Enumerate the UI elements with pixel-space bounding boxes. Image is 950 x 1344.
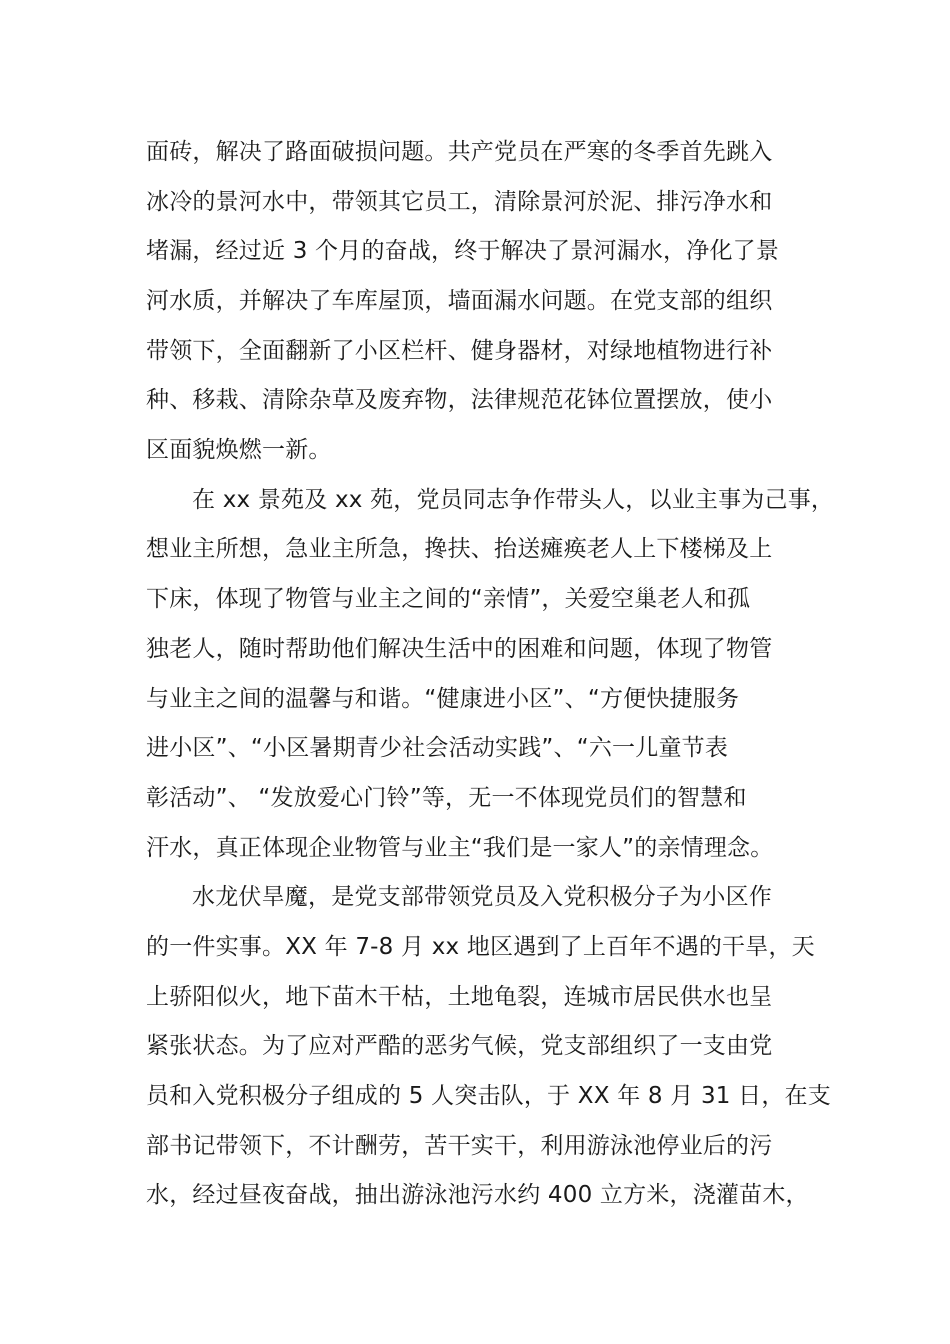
text-line-10: 下床，体现了物管与业主之间的“亲情”，关爱空巢老人和孤 <box>146 586 751 612</box>
text-line-18: 上骄阳似火，地下苗木干枯，土地龟裂，连城市居民供水也呈 <box>146 984 773 1010</box>
paragraph-2-line-1: 在 xx 景苑及 xx 苑，党员同志争作带头人，以业主事为己事， <box>192 487 835 513</box>
text-line-13: 进小区”、“小区暑期青少社会活动实践”、“六一儿童节表 <box>146 735 729 761</box>
text-line-21: 部书记带领下，不计酬劳，苦干实干，利用游泳池停业后的污 <box>146 1133 773 1159</box>
text-line-6: 种、移栽、清除杂草及废弃物，法律规范花钵位置摆放，使小 <box>146 387 773 413</box>
text-line-2: 冰冷的景河水中，带领其它员工，清除景河於泥、排污净水和 <box>146 189 773 215</box>
text-line-14: 彰活动”、 “发放爱心门铃”等，无一不体现党员们的智慧和 <box>146 785 747 811</box>
text-line-19: 紧张状态。为了应对严酷的恶劣气候，党支部组织了一支由党 <box>146 1033 773 1059</box>
text-line-9: 想业主所想，急业主所急，搀扶、抬送瘫痪老人上下楼梯及上 <box>146 536 773 562</box>
text-line-7: 区面貌焕燃一新。 <box>146 437 332 463</box>
text-line-1: 面砖，解决了路面破损问题。共产党员在严寒的冬季首先跳入 <box>146 139 773 165</box>
text-line-22: 水，经过昼夜奋战，抽出游泳池污水约 400 立方米，浇灌苗木， <box>146 1182 809 1208</box>
text-line-12: 与业主之间的温馨与和谐。“健康进小区”、“方便快捷服务 <box>146 686 740 712</box>
text-line-5: 带领下，全面翻新了小区栏杆、健身器材，对绿地植物进行补 <box>146 338 773 364</box>
text-line-17: 的一件实事。XX 年 7-8 月 xx 地区遇到了上百年不遇的干旱，天 <box>146 934 815 960</box>
paragraph-3-line-1: 水龙伏旱魔，是党支部带领党员及入党积极分子为小区作 <box>192 884 772 910</box>
text-line-3: 堵漏，经过近 3 个月的奋战，终于解决了景河漏水，净化了景 <box>146 238 780 264</box>
text-line-11: 独老人，随时帮助他们解决生活中的困难和问题，体现了物管 <box>146 636 773 662</box>
text-line-4: 河水质，并解决了车库屋顶，墙面漏水问题。在党支部的组织 <box>146 288 773 314</box>
text-line-20: 员和入党积极分子组成的 5 人突击队，于 XX 年 8 月 31 日，在支 <box>146 1083 831 1109</box>
text-line-15: 汗水，真正体现企业物管与业主“我们是一家人”的亲情理念。 <box>146 835 774 861</box>
